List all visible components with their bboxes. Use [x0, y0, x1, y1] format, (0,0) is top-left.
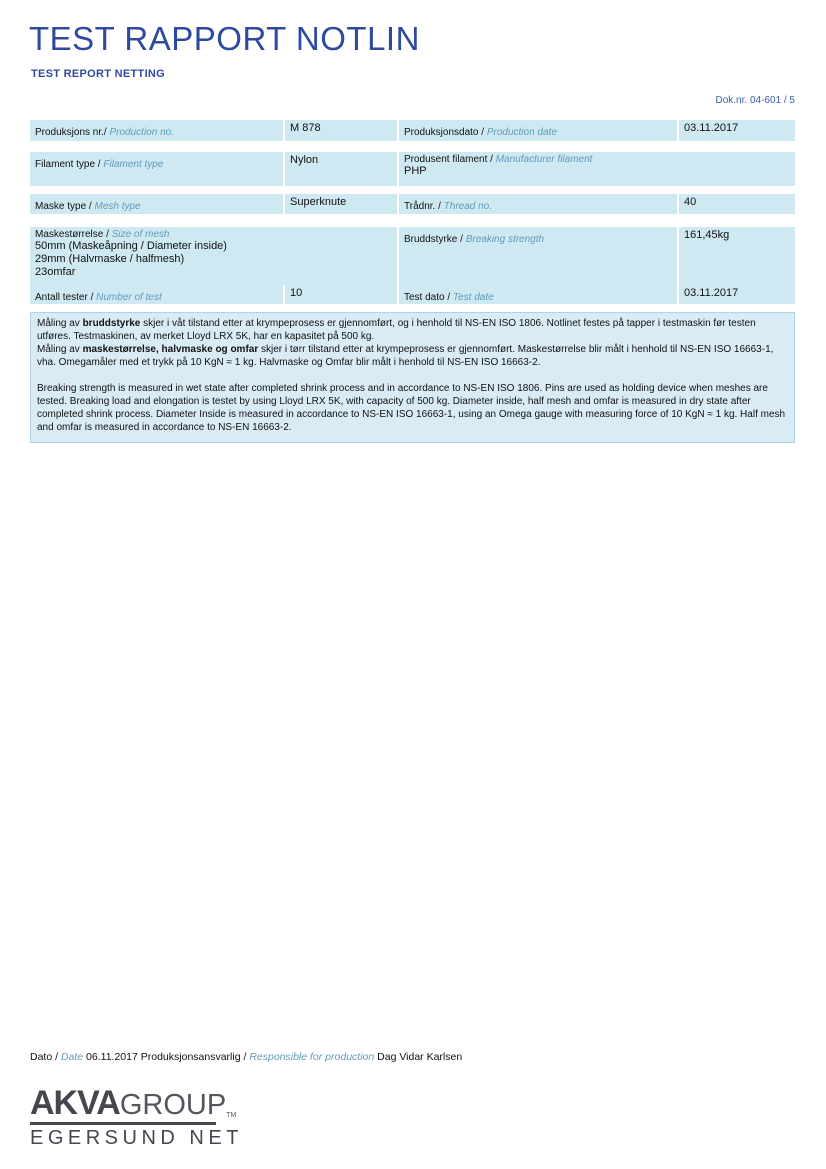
description-norwegian: [37, 317, 788, 369]
method-description-box: [30, 312, 795, 443]
label-number-of-tests-eng: Number of test: [96, 292, 162, 303]
label-production-no-nor: Produksjons nr./: [35, 127, 107, 138]
page-title: TEST RAPPORT NOTLIN: [29, 20, 420, 57]
label-filament-type-eng: Filament type: [103, 159, 164, 170]
label-production-no-eng: Production no.: [109, 127, 174, 138]
value-number-of-tests: 10: [285, 285, 397, 304]
label-filament-type: [30, 152, 283, 186]
value-thread-no: 40: [679, 194, 795, 214]
footer-date-label-nor: Dato /: [30, 1051, 59, 1063]
logo-divider-rule: [30, 1122, 216, 1125]
logo-trademark: TM: [226, 1112, 237, 1119]
label-thread-no: [399, 194, 677, 214]
logo-group-text: GROUP: [119, 1089, 227, 1121]
table-row-production: [30, 120, 795, 141]
mesh-size-line-3: 23omfar: [35, 266, 76, 278]
description-no-bold2: maskestørrelse, halvmaske og omfar: [82, 344, 259, 355]
label-production-no: [30, 120, 283, 141]
doc-number: Dok.nr. 04-601 / 5: [715, 95, 795, 106]
label-production-date-nor: Produksjonsdato /: [404, 127, 485, 138]
description-english: Breaking strength is measured in wet state after completed shrink process and in accordance to NS-EN ISO 1806. Pins are used as holding device when meshes are tested. Breaking load and elongation is testet by using Lloyd LRX 5K, with capacity of 500 kg. Diameter inside, half mesh and omfar is measured in dry state after completed shrink process. Diameter Inside is measured in accordance to NS-EN ISO 16663-1, using an Omega gauge with measuring force of 10 KgN ≈ 1 kg. Half mesh and omfar is measured in accordance to NS-EN 16663-2.: [37, 383, 786, 433]
footer-signature-line: [30, 1051, 462, 1063]
label-mesh-size-eng: Size of mesh: [111, 229, 170, 240]
value-filament-type: Nylon: [285, 152, 397, 186]
value-mesh-type: Superknute: [285, 194, 397, 214]
cell-mesh-size: [30, 227, 397, 285]
label-thread-no-eng: Thread no.: [443, 201, 493, 212]
label-breaking-strength-eng: Breaking strength: [465, 234, 545, 245]
mesh-size-line-2: 29mm (Halvmaske / halfmesh): [35, 253, 185, 265]
cell-manufacturer-filament: [399, 152, 795, 186]
label-test-date-nor: Test dato /: [404, 292, 451, 303]
footer-responsible-value: Dag Vidar Karlsen: [377, 1051, 463, 1063]
label-manufacturer-filament-nor: Produsent filament /: [404, 154, 493, 165]
label-breaking-strength-nor: Bruddstyrke /: [404, 234, 463, 245]
footer-responsible-label-eng: Responsible for production: [249, 1051, 375, 1063]
value-test-date: 03.11.2017: [679, 285, 795, 304]
logo-egersund-net-text: EGERSUND NET: [30, 1127, 243, 1149]
description-no-run4: skjer i tørr tilstand etter at krympeprosess er gjennomført. Maskestørrelse blir målt i henhold til NS-EN ISO 16663-1, vha. Omegamåler med et trykk på 10 KgN ≈ 1 kg. Halvmaske og Omfar blir målt i henhold til NS-EN ISO 16663-2.: [37, 344, 774, 368]
label-manufacturer-filament-eng: Manufacturer filament: [495, 154, 593, 165]
label-production-date-eng: Production date: [486, 127, 557, 138]
mesh-size-line-1: 50mm (Maskeåpning / Diameter inside): [35, 240, 227, 252]
label-thread-no-nor: Trådnr. /: [404, 201, 441, 212]
footer-date-label-eng: Date: [60, 1051, 84, 1063]
label-test-date: [399, 285, 677, 304]
value-production-date: 03.11.2017: [679, 120, 795, 141]
footer-date-value: 06.11.2017: [86, 1051, 138, 1063]
label-filament-type-nor: Filament type /: [35, 159, 101, 170]
label-mesh-type: [30, 194, 283, 214]
label-production-date: [399, 120, 677, 141]
page-subtitle: TEST REPORT NETTING: [31, 68, 166, 80]
description-no-run2: skjer i våt tilstand etter at krympeprosess er gjennomført, og i henhold til NS-EN ISO 1806. Notlinet festes på tapper i testmaskin før testen utføres. Testmaskinen, av merket Lloyd LRX 5K, har en kapasitet på 500 kg.: [37, 318, 756, 342]
table-row-mesh-type: [30, 194, 795, 214]
logo-wordmark: [30, 1084, 237, 1122]
value-breaking-strength: 161,45kg: [679, 227, 795, 285]
footer-responsible-label-nor: Produksjonsansvarlig /: [140, 1051, 247, 1063]
table-row-tests: [30, 285, 795, 304]
akva-group-logo: [30, 1084, 243, 1150]
description-no-bold1: bruddstyrke: [82, 318, 141, 329]
table-row-mesh-size: [30, 227, 795, 285]
table-row-filament: [30, 152, 795, 186]
label-mesh-size-nor: Maskestørrelse /: [35, 229, 109, 240]
label-mesh-type-nor: Maske type /: [35, 201, 92, 212]
label-test-date-eng: Test date: [452, 292, 494, 303]
description-no-run1: Måling av: [37, 318, 83, 329]
value-production-no: M 878: [285, 120, 397, 141]
label-number-of-tests: [30, 285, 283, 304]
label-mesh-type-eng: Mesh type: [94, 201, 141, 212]
label-number-of-tests-nor: Antall tester /: [35, 292, 94, 303]
value-manufacturer-filament: PHP: [404, 165, 427, 177]
logo-akva-text: AKVA: [30, 1084, 120, 1122]
description-no-run3: Måling av: [37, 344, 83, 355]
label-breaking-strength: [399, 227, 677, 285]
